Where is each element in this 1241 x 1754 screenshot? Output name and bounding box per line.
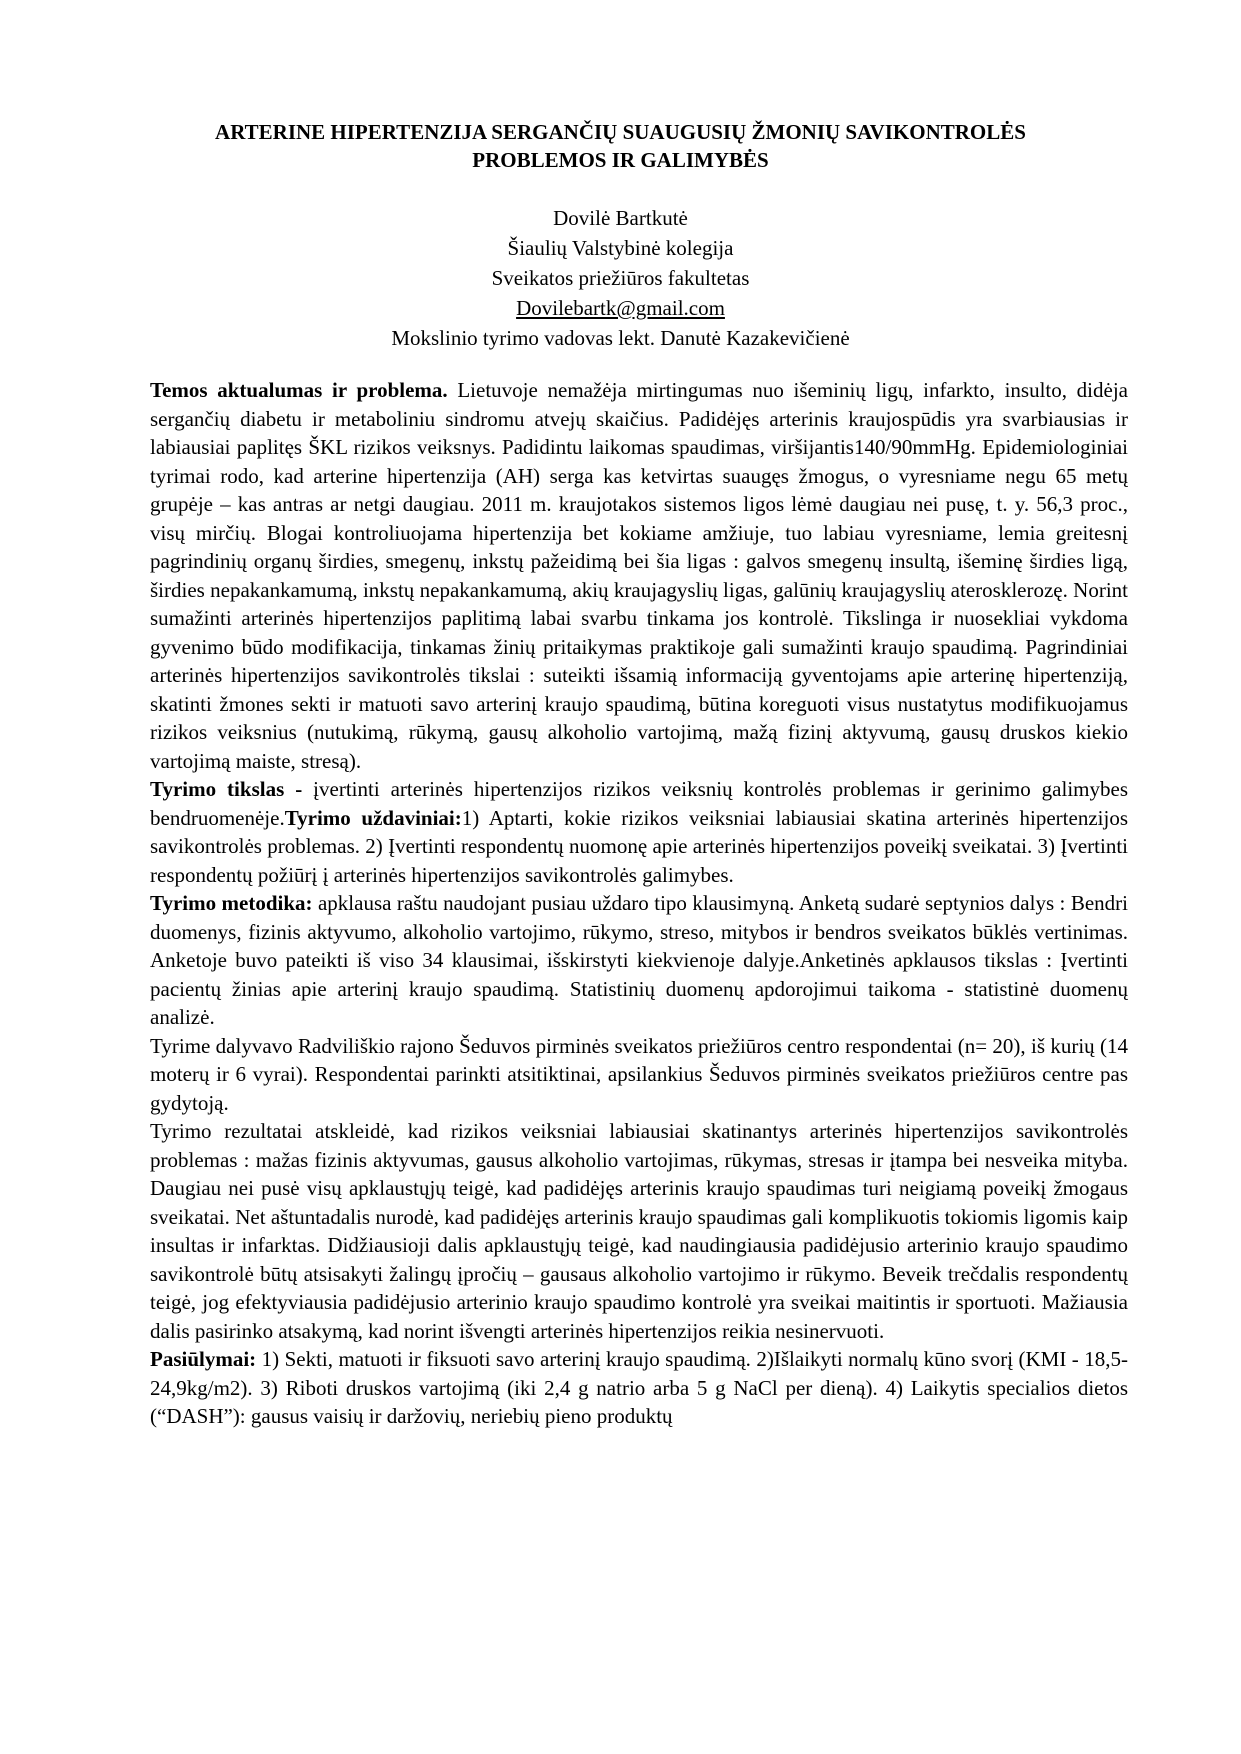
title-line-2: PROBLEMOS IR GALIMYBĖS <box>472 148 769 172</box>
method-text: apklausa raštu naudojant pusiau uždaro tipo klausimyną. Anketą sudarė septynios dalys : Bendri duomenys, fizinis aktyvumo, alkoholio vartojimo, rūkymo, streso, mitybos ir bendros sveikatos būklės vertinimas. Anketoje buvo pateikti iš viso 34 klausimai, išskirstyti kiekvienoje dalyje.Anketinės apklausos tikslas : Įvertinti pacientų žinias apie arterinį kraujo spaudimą. Statistinių duomenų apdorojimui taikoma - statistinė duomenų analizė. <box>150 891 1128 1029</box>
author-block <box>130 203 1111 353</box>
paper-title <box>130 118 1111 174</box>
proposals-text: 1) Sekti, matuoti ir fiksuoti savo arterinį kraujo spaudimą. 2)Išlaikyti normalų kūno svorį (KMI - 18,5-24,9kg/m2). 3) Riboti druskos vartojimą (iki 2,4 g natrio arba 5 g NaCl per dieną). 4) Laikytis specialios dietos (“DASH”): gausus vaisių ir daržovių, neriebių pieno produktų <box>150 1347 1128 1428</box>
tasks-text: 1) Aptarti, kokie rizikos veiksniai labiausiai skatina arterinės hipertenzijos savikontrolės problemas. 2) Įvertinti respondentų nuomonę apie arterinės hipertenzijos poveikį sveikatai. 3) Įvertinti respondentų požiūrį į arterinės hipertenzijos savikontrolės galimybes. <box>150 805 1128 887</box>
participants-paragraph: Tyrime dalyvavo Radviliškio rajono Šeduvos pirminės sveikatos priežiūros centro respondentai (n= 20), iš kurių (14 moterų ir 6 vyrai). Respondentai parinkti atsitiktinai, apsilankius Šeduvos pirminės sveikatos priežiūros centre pas gydytoją. <box>150 1033 1128 1115</box>
results-paragraph: Tyrimo rezultatai atskleidė, kad rizikos veiksniai labiausiai skatinantys arterinės hipertenzijos savikontrolės problemas : mažas fizinis aktyvumas, gausus alkoholio vartojimas, rūkymas, stresas ir įtampa bei nesveika mityba. Daugiau nei pusė visų apklaustųjų teigė, kad padidėjęs arterinis kraujo spaudimas turi neigiamą poveikį žmogaus sveikatai. Net aštuntadalis nurodė, kad padidėjęs arterinis kraujo spaudimas gali komplikuotis tokiomis ligomis kaip insultas ir infarktas. Didžiausioji dalis apklaustųjų teigė, kad naudingiausia padidėjusio arterinio kraujo spaudimo savikontrolė būtų atsisakyti žalingų įpročių – gausaus alkoholio vartojimo ir rūkymo. Beveik trečdalis respondentų teigė, jog efektyviausia padidėjusio arterinio kraujo spaudimo kontrolė yra sveikai maitintis ir sportuoti. Mažiausia dalis pasirinko atsakymą, kad norint išvengti arterinės hipertenzijos reikia nesinervuoti. <box>150 1119 1128 1343</box>
abstract-body <box>150 376 1128 1431</box>
proposals-label: Pasiūlymai: <box>150 1347 257 1371</box>
proposals-paragraph <box>150 1345 1128 1431</box>
aim-text: įvertinti arterinės hipertenzijos rizikos veiksnių kontrolės problemas ir gerinimo galimybes bendruomenėje. <box>150 777 1128 830</box>
aim-label: Tyrimo tikslas - <box>150 777 303 801</box>
author-email-link[interactable]: Dovilebartk@gmail.com <box>516 296 725 320</box>
aim-paragraph <box>150 775 1128 889</box>
author-faculty: Sveikatos priežiūros fakultetas <box>491 266 750 290</box>
relevance-paragraph <box>150 376 1128 775</box>
relevance-label: Temos aktualumas ir problema. <box>150 378 448 402</box>
tasks-label: Tyrimo uždaviniai: <box>284 805 462 830</box>
method-paragraph <box>150 889 1128 1032</box>
supervisor-line: Mokslinio tyrimo vadovas lekt. Danutė Kazakevičienė <box>391 326 850 350</box>
relevance-text: Lietuvoje nemažėja mirtingumas nuo išeminių ligų, infarkto, insulto, didėja sergančių diabetu ir metaboliniu sindromu atvejų skaičius. Padidėjęs arterinis kraujospūdis yra svarbiausias ir labiausiai paplitęs ŠKL rizikos veiksnys. Padidintu laikomas spaudimas, viršijantis140/90mmHg. Epidemiologiniai tyrimai rodo, kad arterine hipertenzija (AH) serga kas ketvirtas suaugęs žmogus, o vyresniame negu 65 metų grupėje – kas antras ar netgi daugiau. 2011 m. kraujotakos sistemos ligos lėmė daugiau nei pusę, t. y. 56,3 proc., visų mirčių. Blogai kontroliuojama hipertenzija bet kokiame amžiuje, tuo labiau vyresniame, lemia greitesnį pagrindinių organų širdies, smegenų, inkstų pažeidimą bei šia ligas : galvos smegenų insultą, išeminę širdies ligą, širdies nepakankamumą, inkstų nepakankamumą, akių kraujagyslių ligas, galūnių kraujagyslių aterosklerozę. Norint sumažinti arterinės hipertenzijos paplitimą labai svarbu tinkama jos kontrolė. Tikslinga ir nuosekliai vykdoma gyvenimo būdo modifikacija, tinkamas žinių pritaikymas praktikoje gali sumažinti kraujo spaudimą. Pagrindiniai arterinės hipertenzijos savikontrolės tikslai : suteikti išsamią informaciją gyventojams apie arterinę hipertenziją, skatinti žmones sekti ir matuoti savo arterinį kraujo spaudimą, būtina koreguoti visus nustatytus modifikuojamus rizikos veiksnius (nutukimą, rūkymą, gausų alkoholio vartojimą, mažą fizinį aktyvumą, gausų druskos kiekio vartojimą maiste, stresą). <box>150 378 1128 773</box>
method-label: Tyrimo metodika: <box>150 891 313 915</box>
title-line-1: ARTERINE HIPERTENZIJA SERGANČIŲ SUAUGUSIŲ ŽMONIŲ SAVIKONTROLĖS <box>215 120 1026 144</box>
author-name: Dovilė Bartkutė <box>553 206 688 230</box>
author-institution: Šiaulių Valstybinė kolegija <box>507 236 734 260</box>
